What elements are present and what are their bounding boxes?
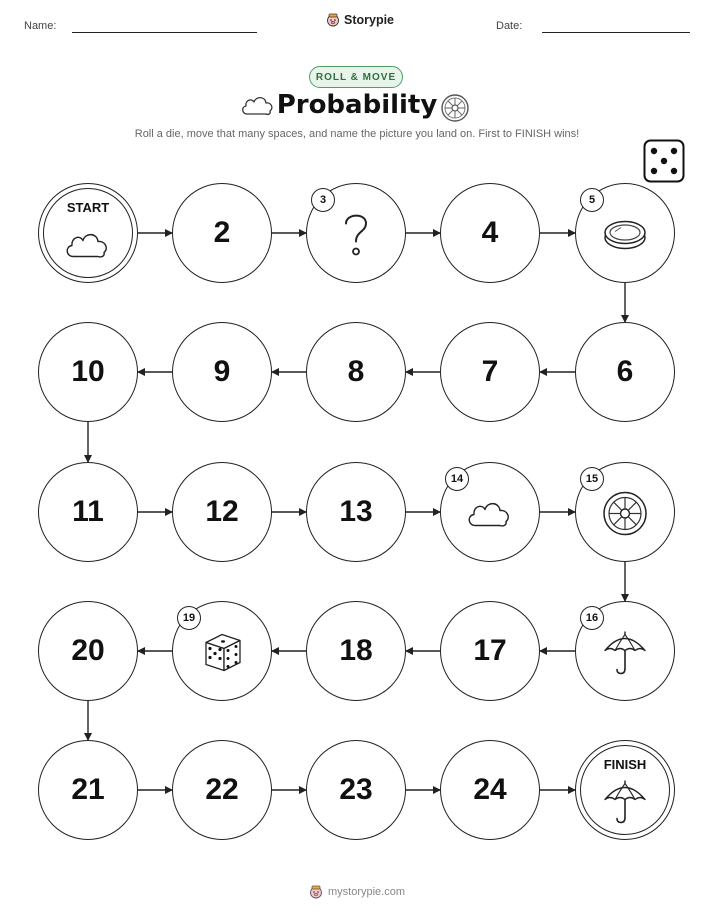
space-label: START — [66, 200, 110, 215]
umbrella-icon — [601, 777, 649, 830]
space-13 — [306, 462, 406, 562]
date-line[interactable] — [542, 32, 690, 33]
category-tag: ROLL & MOVE — [309, 66, 403, 88]
space-number-badge: 15 — [580, 467, 604, 491]
space-16 — [575, 601, 675, 701]
space-15 — [575, 462, 675, 562]
space-17 — [440, 601, 540, 701]
space-19 — [172, 601, 272, 701]
name-line[interactable] — [72, 32, 257, 33]
space-6 — [575, 322, 675, 422]
space-label: FINISH — [603, 757, 647, 772]
brand-name: Storypie — [344, 13, 395, 27]
cloud-icon — [64, 227, 112, 266]
space-11 — [38, 462, 138, 562]
space-2 — [172, 183, 272, 283]
date-label: Date: — [496, 20, 523, 32]
space-number: 23 — [339, 773, 373, 806]
space-number: 7 — [481, 355, 499, 388]
space-number: 4 — [481, 216, 499, 249]
space-number: 10 — [71, 355, 105, 388]
space-number-badge: 5 — [580, 188, 604, 212]
space-8 — [306, 322, 406, 422]
umbrella-icon — [601, 628, 649, 681]
footer — [0, 885, 714, 899]
space-9 — [172, 322, 272, 422]
die-five-icon — [643, 139, 685, 183]
space-4 — [440, 183, 540, 283]
space-number: 21 — [71, 773, 105, 806]
die-icon — [196, 626, 248, 683]
page-title: Probability — [276, 90, 438, 120]
space-18 — [306, 601, 406, 701]
space-start — [38, 183, 138, 283]
space-number: 20 — [71, 634, 105, 667]
coin-icon — [601, 217, 649, 256]
space-number: 13 — [339, 495, 373, 528]
space-23 — [306, 740, 406, 840]
wheel-icon — [602, 490, 648, 541]
pig-logo-icon — [309, 885, 323, 899]
space-number-badge: 3 — [311, 188, 335, 212]
space-finish — [575, 740, 675, 840]
pig-logo-icon — [326, 13, 340, 27]
space-number: 24 — [473, 773, 507, 806]
space-24 — [440, 740, 540, 840]
space-number: 9 — [213, 355, 231, 388]
space-number: 8 — [347, 355, 365, 388]
space-number: 11 — [72, 495, 104, 528]
question-mark-icon — [339, 209, 373, 264]
space-number-badge: 19 — [177, 606, 201, 630]
space-5 — [575, 183, 675, 283]
space-7 — [440, 322, 540, 422]
space-3 — [306, 183, 406, 283]
space-10 — [38, 322, 138, 422]
space-20 — [38, 601, 138, 701]
footer-url: mystorypie.com — [327, 886, 406, 898]
space-number-badge: 14 — [445, 467, 469, 491]
brand — [326, 13, 394, 27]
space-number: 6 — [616, 355, 634, 388]
instructions: Roll a die, move that many spaces, and name the picture you land on. First to FINISH wins! — [134, 128, 580, 140]
space-number-badge: 16 — [580, 606, 604, 630]
cloud-icon — [466, 496, 514, 535]
space-number: 18 — [339, 634, 373, 667]
space-number: 12 — [205, 495, 239, 528]
space-14 — [440, 462, 540, 562]
space-21 — [38, 740, 138, 840]
space-number: 22 — [205, 773, 239, 806]
space-12 — [172, 462, 272, 562]
space-number: 17 — [473, 634, 507, 667]
space-22 — [172, 740, 272, 840]
wheel-icon — [440, 93, 470, 123]
name-label: Name: — [24, 20, 57, 32]
space-number: 2 — [213, 216, 231, 249]
